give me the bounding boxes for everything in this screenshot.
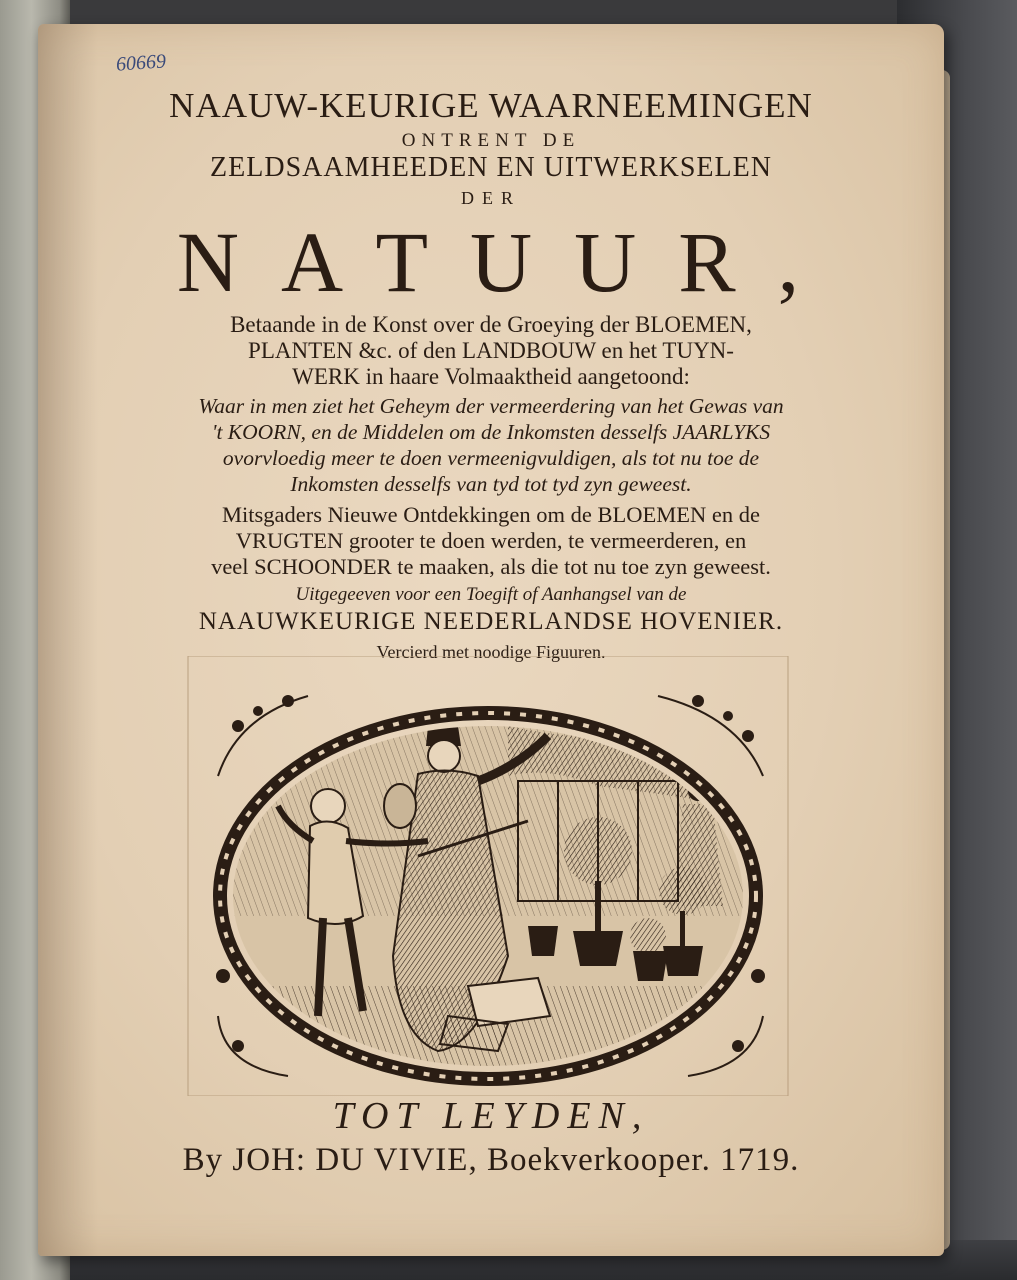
italic-line-4: Inkomsten desselfs van tyd tot tyd zyn geweest. (290, 472, 692, 496)
additional-line-1: Mitsgaders Nieuwe Ontdekkingen om de BLOEMEN en de (221, 502, 760, 527)
description-line-3: WERK in haare Volmaaktheid aangetoond: (292, 364, 690, 389)
title-line-4: DER (461, 188, 521, 208)
title-line-1: NAAUW-KEURIGE WAARNEEMINGEN (169, 86, 813, 125)
title-line-2: ONTRENT DE (401, 130, 581, 151)
italic-line-2: 't KOORN, en de Middelen om de Inkomsten desselfs JAARLYKS (211, 420, 771, 444)
imprint-place: TOT LEYDEN, (332, 1095, 650, 1137)
additional-line-2: VRUGTEN grooter te doen werden, te vermeerderen, en (235, 528, 747, 553)
catalog-number: 60669 (115, 50, 167, 76)
title-page (38, 24, 944, 1256)
supplement-line-1: Uitgegeeven voor een Toegift of Aanhangsel van de (295, 584, 687, 605)
engraving-illustration (178, 656, 798, 1096)
title-line-3: ZELDSAAMHEEDEN EN UITWERKSELEN (210, 152, 772, 183)
supplement-line-2: NAAUWKEURIGE NEEDERLANDSE HOVENIER. (198, 608, 784, 635)
title-main-word: NATUUR, (176, 214, 842, 310)
italic-line-3: ovorvloedig meer te doen vermeenigvuldigen, als tot nu toe de (222, 446, 760, 470)
description-line-1: Betaande in de Konst over de Groeying der BLOEMEN, (230, 312, 752, 337)
supplement-line-3: Vercierd met noodige Figuuren. (376, 642, 606, 662)
description-line-2: PLANTEN &c. of den LANDBOUW en het TUYN- (248, 338, 734, 363)
additional-line-3: veel SCHOONDER te maaken, als die tot nu toe zyn geweest. (211, 554, 771, 579)
italic-line-1: Waar in men ziet het Geheym der vermeerdering van het Gewas van (198, 394, 784, 418)
imprint-publisher: By JOH: DU VIVIE, Boekverkooper. 1719. (182, 1142, 800, 1178)
